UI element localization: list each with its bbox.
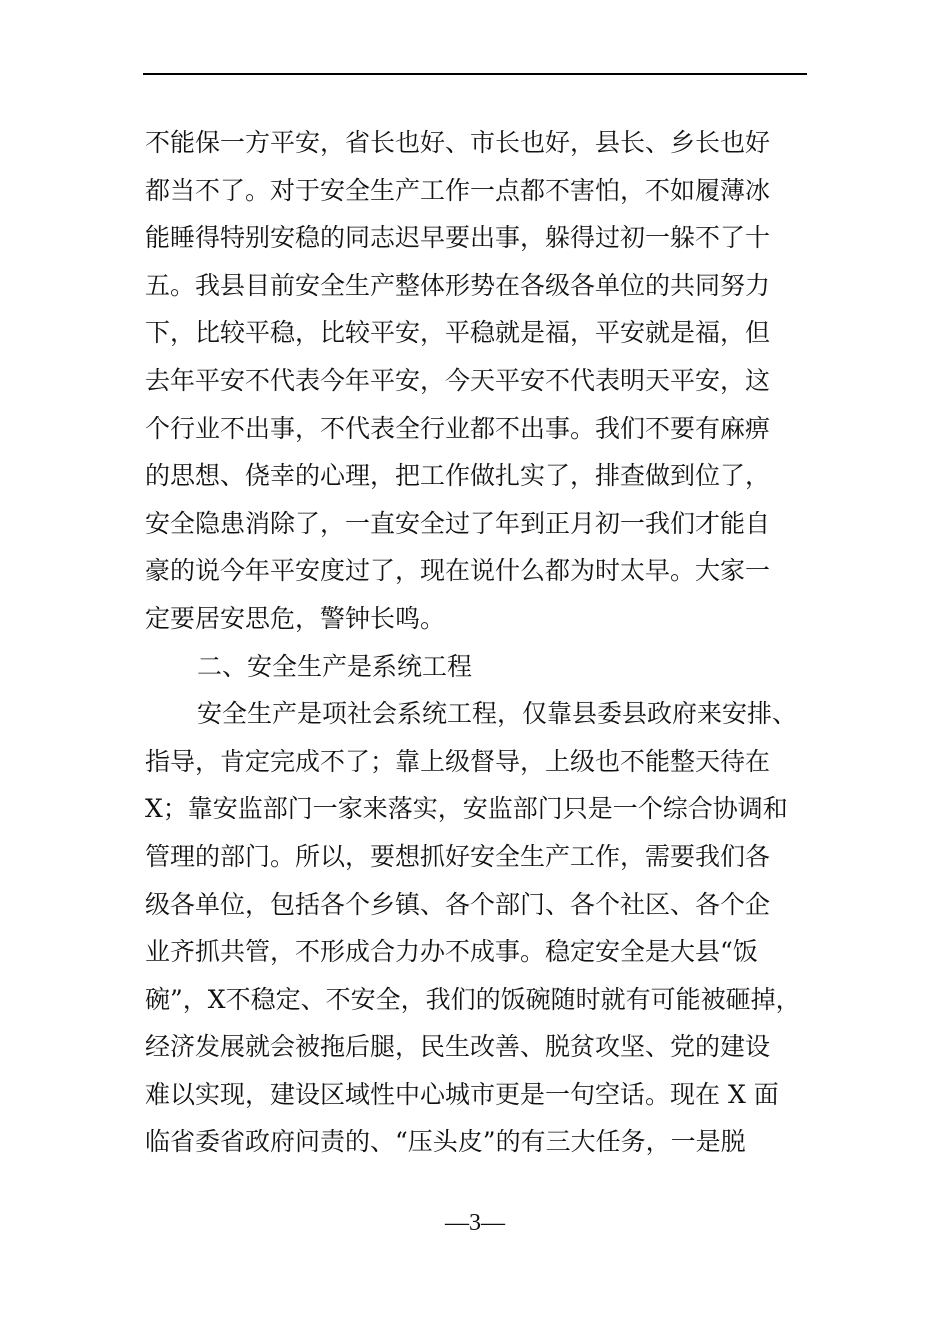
text-line: 不能保一方平安，省长也好、市长也好，县长、乡长也好 <box>145 128 771 157</box>
text-line: 能睡得特别安稳的同志迟早要出事，躲得过初一躲不了十 <box>145 223 771 253</box>
text-line: 安全隐患消除了，一直安全过了年到正月初一我们才能自 <box>145 508 771 538</box>
text-line: 经济发展就会被拖后腿，民生改善、脱贫攻坚、党的建设 <box>145 1032 771 1062</box>
paragraph-first-line: 安全生产是项社会系统工程，仅靠县委县政府来安排、 <box>197 699 798 729</box>
page-number: —3— <box>445 1210 505 1236</box>
text-line: 指导，肯定完成不了；靠上级督导，上级也不能整天待在 <box>145 746 771 776</box>
text-line: 碗”，X不稳定、不安全，我们的饭碗随时就有可能被砸掉， <box>145 984 801 1014</box>
header-rule <box>143 73 807 75</box>
text-line: 临省委省政府问责的、“压头皮”的有三大任务，一是脱 <box>145 1127 746 1157</box>
text-line: 去年平安不代表今年平安，今天平安不代表明天平安，这 <box>145 365 771 395</box>
text-line: 级各单位，包括各个乡镇、各个部门、各个社区、各个企 <box>145 889 771 919</box>
text-line: 豪的说今年平安度过了，现在说什么都为时太早。大家一 <box>145 556 771 586</box>
text-line: 个行业不出事，不代表全行业都不出事。我们不要有麻痹 <box>145 413 771 443</box>
text-line: 的思想、侥幸的心理，把工作做扎实了，排查做到位了， <box>145 461 771 491</box>
text-line: 定要居安思危，警钟长鸣。 <box>145 603 446 633</box>
text-line: 都当不了。对于安全生产工作一点都不害怕，不如履薄冰 <box>145 175 771 205</box>
text-line: 下，比较平稳，比较平安，平稳就是福，平安就是福，但 <box>145 318 771 348</box>
text-line: 难以实现，建设区域性中心城市更是一句空话。现在 X 面 <box>145 1079 779 1109</box>
text-line: 业齐抓共管，不形成合力办不成事。稳定安全是大县“饭 <box>145 937 758 967</box>
text-line: 管理的部门。所以，要想抓好安全生产工作，需要我们各 <box>145 841 771 871</box>
section-heading: 二、安全生产是系统工程 <box>197 651 473 681</box>
document-body <box>145 119 809 1166</box>
text-line: 五。我县目前安全生产整体形势在各级各单位的共同努力 <box>145 270 771 300</box>
text-line: X；靠安监部门一家来落实，安监部门只是一个综合协调和 <box>145 794 788 824</box>
